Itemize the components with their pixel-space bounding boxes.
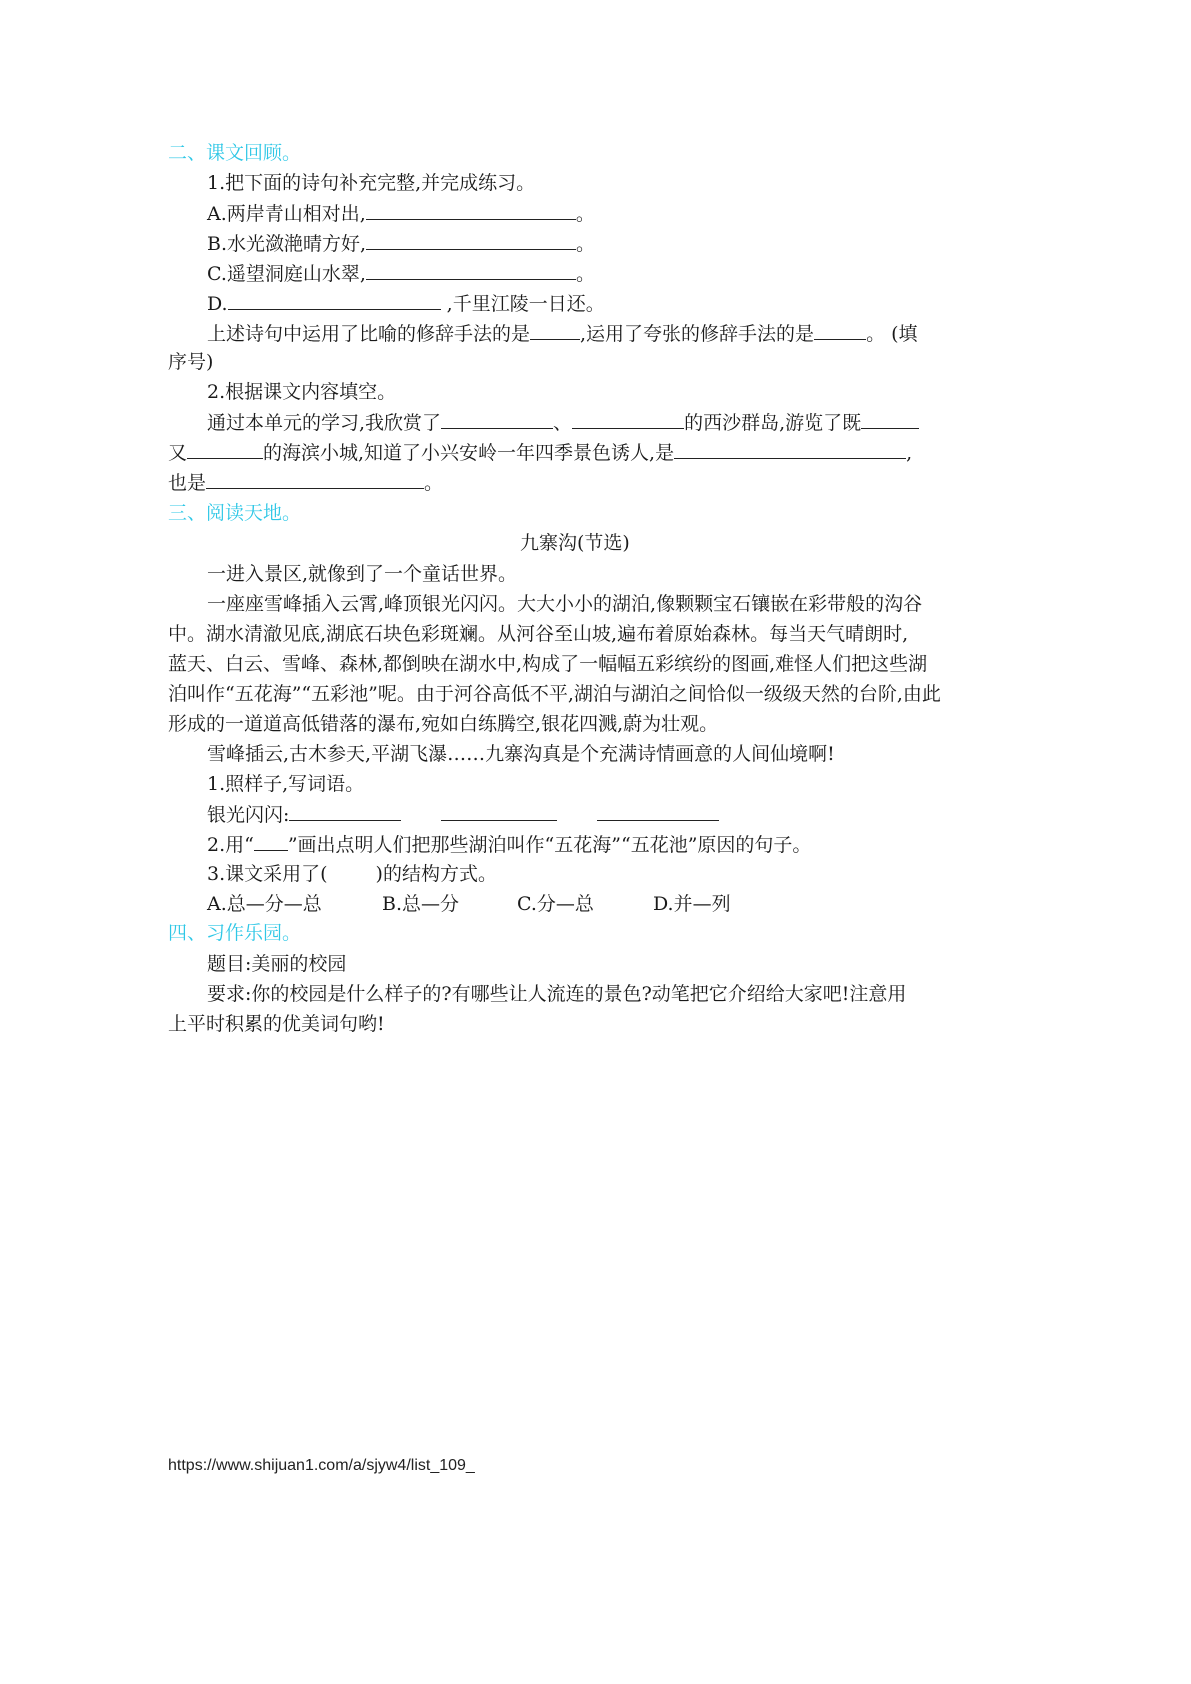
section2-q1-d	[207, 291, 605, 316]
q2-text: 的海滨小城,知道了小兴安岭一年四季景色诱人,是	[263, 442, 675, 464]
q2-text: 通过本单元的学习,我欣赏了	[207, 412, 442, 434]
followup-text: 。 (填	[866, 323, 918, 345]
section3-q1-example	[207, 802, 719, 827]
answer-blank[interactable]	[228, 291, 441, 310]
poem-c-text: C.遥望洞庭山水翠,	[207, 263, 366, 285]
option-c[interactable]: C.分—总	[517, 893, 594, 915]
q3-text: 3.课文采用了(	[207, 863, 328, 885]
underline-sample	[254, 832, 288, 851]
writing-topic: 题目:美丽的校园	[207, 953, 347, 975]
section2-q1-followup-line2: 序号)	[168, 351, 214, 373]
section2-q1-title: 1.把下面的诗句补充完整,并完成练习。	[207, 172, 536, 194]
option-d[interactable]: D.并—列	[653, 893, 731, 915]
answer-blank[interactable]	[441, 410, 553, 429]
section2-q1-followup-line1	[207, 321, 918, 346]
answer-blank[interactable]	[572, 410, 684, 429]
section2-q1-c	[207, 261, 595, 286]
answer-blank[interactable]	[366, 261, 576, 280]
answer-blank[interactable]	[814, 321, 866, 340]
q2-text: ,	[906, 442, 913, 464]
answer-blank[interactable]	[674, 440, 906, 459]
q2-text: 的西沙群岛,游览了既	[684, 412, 862, 434]
section2-q2-line3	[168, 470, 443, 495]
q2-text: 2.用“	[207, 834, 254, 856]
section2-q1-a	[207, 201, 595, 226]
poem-a-text: A.两岸青山相对出,	[207, 203, 366, 225]
passage-paragraph-2-line: 形成的一道道高低错落的瀑布,宛如白练腾空,银花四溅,蔚为壮观。	[168, 713, 719, 735]
answer-blank[interactable]	[861, 410, 919, 429]
q3-text: )的结构方式。	[375, 863, 497, 885]
writing-requirement-line1: 要求:你的校园是什么样子的?有哪些让人流连的景色?动笔把它介绍给大家吧!注意用	[207, 983, 907, 1005]
answer-blank[interactable]	[187, 440, 263, 459]
answer-blank[interactable]	[366, 231, 576, 250]
q2-text: 、	[553, 412, 573, 434]
option-a[interactable]: A.总—分—总	[207, 893, 322, 915]
passage-paragraph-2-line: 中。湖水清澈见底,湖底石块色彩斑斓。从河谷至山坡,遍布着原始森林。每当天气晴朗时,	[168, 623, 909, 645]
passage-paragraph-1: 一进入景区,就像到了一个童话世界。	[207, 563, 518, 585]
answer-blank[interactable]	[441, 802, 557, 821]
footer-url[interactable]: https://www.shijuan1.com/a/sjyw4/list_109_	[168, 1457, 475, 1474]
poem-d-text: ,千里江陵一日还。	[440, 293, 605, 315]
section2-heading: 二、课文回顾。	[168, 142, 302, 164]
answer-blank[interactable]	[206, 470, 424, 489]
q2-text: 又	[168, 442, 188, 464]
poem-d-prefix: D.	[207, 293, 228, 315]
followup-text: 上述诗句中运用了比喻的修辞手法的是	[207, 323, 531, 345]
passage-paragraph-2-line: 蓝天、白云、雪峰、森林,都倒映在湖水中,构成了一幅幅五彩缤纷的图画,难怪人们把这些湖	[168, 653, 928, 675]
answer-blank[interactable]	[289, 802, 401, 821]
example-word: 银光闪闪:	[207, 804, 290, 826]
q2-text: ”画出点明人们把那些湖泊叫作“五花海”“五花池”原因的句子。	[287, 834, 812, 856]
answer-blank[interactable]	[366, 201, 576, 220]
q2-text: 也是	[168, 472, 207, 494]
period: 。	[575, 203, 595, 225]
section2-q1-b	[207, 231, 595, 256]
period: 。	[575, 263, 595, 285]
section2-q2-line1	[207, 410, 919, 435]
section3-heading: 三、阅读天地。	[168, 502, 302, 524]
section2-q2-title: 2.根据课文内容填空。	[207, 381, 397, 403]
answer-blank[interactable]	[530, 321, 580, 340]
passage-paragraph-3: 雪峰插云,古木参天,平湖飞瀑……九寨沟真是个充满诗情画意的人间仙境啊!	[207, 743, 835, 765]
section3-q3	[207, 862, 497, 886]
section4-heading: 四、习作乐园。	[168, 922, 302, 944]
passage-title: 九寨沟(节选)	[520, 532, 630, 554]
passage-paragraph-2-line: 泊叫作“五花海”“五彩池”呢。由于河谷高低不平,湖泊与湖泊之间恰似一级级天然的台阶,由此	[168, 683, 941, 705]
section2-q2-line2	[168, 440, 912, 465]
passage-paragraph-2-line: 一座座雪峰插入云霄,峰顶银光闪闪。大大小小的湖泊,像颗颗宝石镶嵌在彩带般的沟谷	[207, 593, 923, 615]
followup-text: ,运用了夸张的修辞手法的是	[580, 323, 815, 345]
q2-text: 。	[424, 472, 444, 494]
section3-q1-title: 1.照样子,写词语。	[207, 773, 365, 795]
writing-requirement-line2: 上平时积累的优美词句哟!	[168, 1013, 385, 1035]
poem-b-text: B.水光潋滟晴方好,	[207, 233, 367, 255]
option-b[interactable]: B.总—分	[382, 893, 460, 915]
answer-blank[interactable]	[597, 802, 719, 821]
period: 。	[576, 233, 596, 255]
section3-q2	[207, 832, 811, 857]
